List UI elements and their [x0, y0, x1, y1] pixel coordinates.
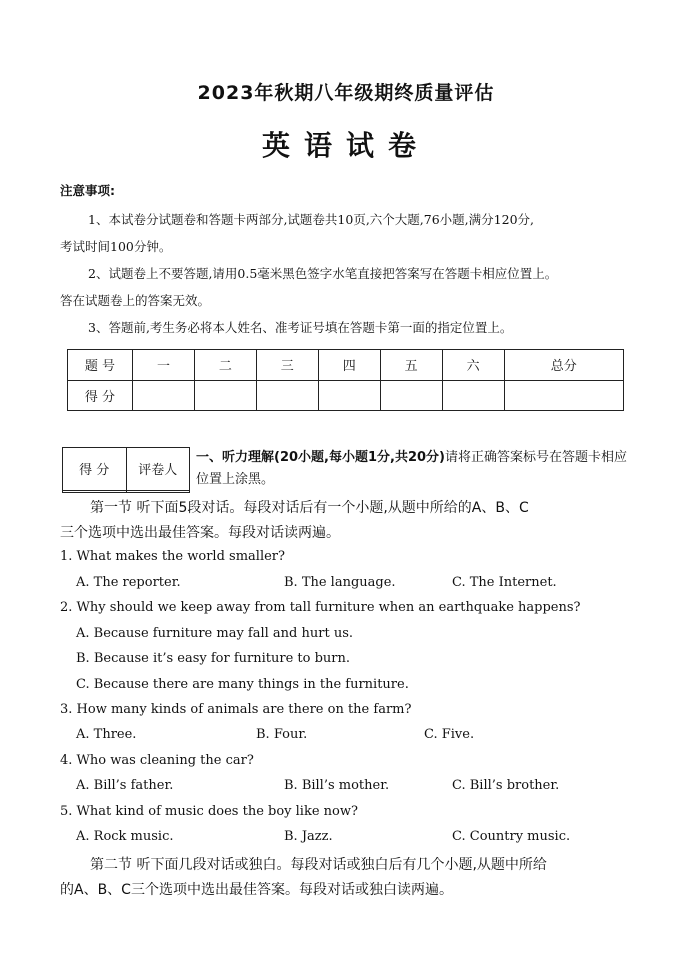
- question-4: 4. Who was cleaning the car?: [60, 753, 254, 768]
- question-3: 3. How many kinds of animals are there on the farm?: [60, 702, 412, 717]
- grader-name-label: 评卷人: [126, 448, 190, 491]
- score-header-cell: 六: [442, 350, 504, 381]
- question-2-option-a: A. Because furniture may fall and hurt us.: [76, 626, 353, 641]
- score-cell: [318, 380, 380, 411]
- score-header-cell: 一: [133, 350, 195, 381]
- score-header-cell: 题 号: [68, 350, 133, 381]
- question-5-option-c: C. Country music.: [452, 829, 571, 844]
- notice-item-3: 3、答题前,考生务必将本人姓名、准考证号填在答题卡第一面的指定位置上。: [88, 320, 513, 335]
- question-1-option-a: A. The reporter.: [76, 575, 181, 590]
- score-cell: [442, 380, 504, 411]
- exam-subject: 英语试卷: [261, 129, 430, 162]
- score-header-cell: 五: [380, 350, 442, 381]
- question-5-option-b: B. Jazz.: [284, 829, 333, 844]
- score-table: [67, 349, 624, 411]
- notice-item-2: 2、试题卷上不要答题,请用0.5毫米黑色签字水笔直接把答案写在答题卡相应位置上。: [88, 266, 558, 281]
- question-4-option-a: A. Bill’s father.: [76, 778, 174, 793]
- question-2: 2. Why should we keep away from tall furniture when an earthquake happens?: [60, 600, 581, 615]
- question-3-option-b: B. Four.: [256, 727, 308, 742]
- section-1-title: 一、听力理解(20小题,每小题1分,共20分): [196, 450, 445, 465]
- question-3-option-c: C. Five.: [424, 727, 475, 742]
- section-1-heading: [196, 447, 636, 491]
- question-4-option-c: C. Bill’s brother.: [452, 778, 560, 793]
- part-2-instruction-cont: 的A、B、C三个选项中选出最佳答案。每段对话或独白读两遍。: [60, 882, 453, 898]
- score-cell: [194, 380, 256, 411]
- grader-name-cell: [126, 490, 190, 492]
- part-1-instruction: 第一节 听下面5段对话。每段对话后有一个小题,从题中所给的A、B、C: [90, 500, 529, 516]
- notice-item-2-cont: 答在试题卷上的答案无效。: [60, 293, 211, 308]
- exam-title: 2023年秋期八年级期终质量评估: [197, 82, 495, 104]
- notice-item-1-cont: 考试时间100分钟。: [60, 239, 172, 254]
- notice-heading: 注意事项:: [60, 183, 115, 198]
- question-3-option-a: A. Three.: [76, 727, 137, 742]
- score-cell: [133, 380, 195, 411]
- grader-score-cell: [63, 490, 127, 492]
- question-1-option-c: C. The Internet.: [452, 575, 557, 590]
- question-2-option-c: C. Because there are many things in the furniture.: [76, 677, 409, 692]
- score-cell: [256, 380, 318, 411]
- notice-item-1: 1、本试卷分试题卷和答题卡两部分,试题卷共10页,六个大题,76小题,满分120分,: [88, 212, 534, 227]
- score-header-cell: 总分: [504, 350, 623, 381]
- section-1-instruction: 请将正确答案标号在答题卡相应位置上涂黑。: [196, 450, 628, 487]
- score-cell: [504, 380, 623, 411]
- grader-table: [62, 447, 190, 493]
- part-2-instruction: 第二节 听下面几段对话或独白。每段对话或独白后有几个小题,从题中所给: [90, 857, 547, 873]
- score-header-cell: 四: [318, 350, 380, 381]
- grader-score-label: 得 分: [63, 448, 127, 491]
- score-cell: [380, 380, 442, 411]
- score-table-score-row: [68, 380, 624, 411]
- score-row-label: 得 分: [68, 380, 133, 411]
- score-header-cell: 二: [194, 350, 256, 381]
- question-4-option-b: B. Bill’s mother.: [284, 778, 390, 793]
- score-header-cell: 三: [256, 350, 318, 381]
- question-2-option-b: B. Because it’s easy for furniture to burn.: [76, 651, 351, 666]
- score-table-header-row: [68, 350, 624, 381]
- question-1-option-b: B. The language.: [284, 575, 396, 590]
- question-1: 1. What makes the world smaller?: [60, 549, 285, 564]
- part-1-instruction-cont: 三个选项中选出最佳答案。每段对话读两遍。: [60, 525, 340, 541]
- question-5-option-a: A. Rock music.: [76, 829, 174, 844]
- question-5: 5. What kind of music does the boy like now?: [60, 804, 358, 819]
